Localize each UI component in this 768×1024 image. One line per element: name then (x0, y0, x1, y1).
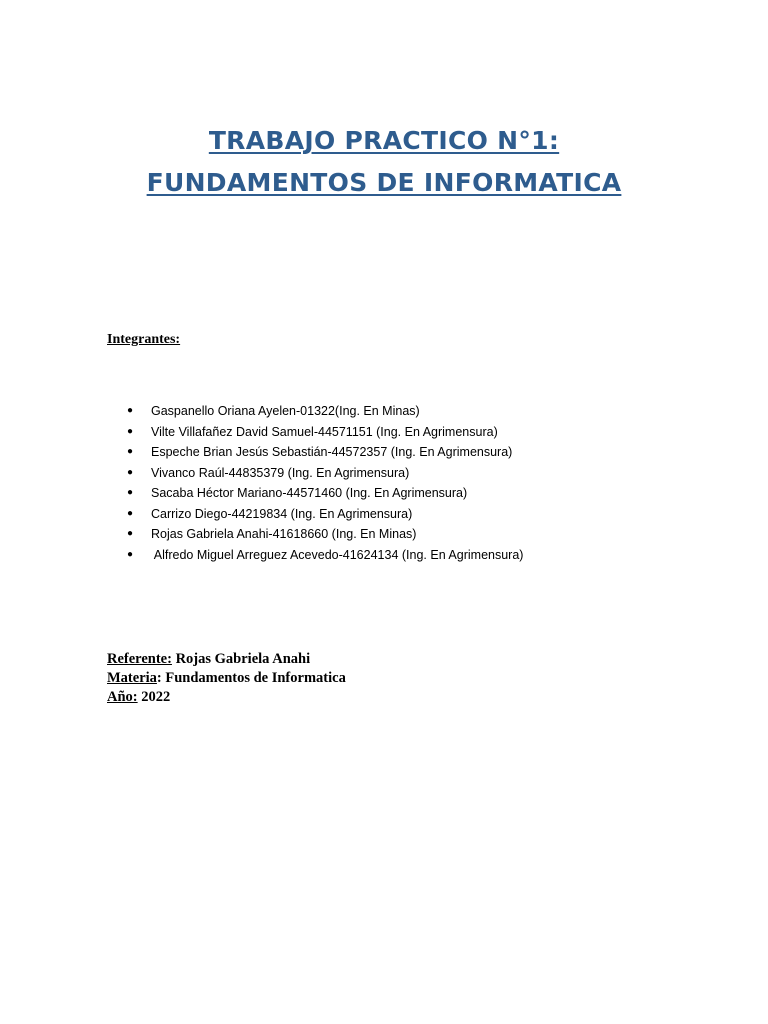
member-name: Sacaba Héctor Mariano-44571460 (Ing. En Agrimensura) (151, 486, 468, 500)
member-name: Vivanco Raúl-44835379 (Ing. En Agrimensura) (151, 465, 410, 480)
list-item (127, 442, 523, 463)
materia-label: Materia (107, 670, 157, 686)
integrantes-label: Integrantes: (107, 332, 181, 347)
bullet-icon: ● (127, 507, 134, 519)
bullet-icon: ● (127, 425, 134, 437)
anio-value: 2022 (137, 689, 171, 705)
members-list (127, 401, 523, 565)
member-name: Espeche Brian Jesús Sebastián-44572357 (Ing. En Agrimensura) (151, 445, 513, 459)
document-info (107, 650, 346, 707)
list-item (127, 504, 523, 525)
bullet-icon: ● (127, 405, 134, 416)
bullet-icon: ● (127, 446, 134, 457)
member-name: Rojas Gabriela Anahi-41618660 (Ing. En Minas) (151, 527, 417, 541)
list-item (127, 401, 523, 422)
member-name: Alfredo Miguel Arreguez Acevedo-41624134 (Ing. En Agrimensura) (151, 547, 524, 562)
list-item (127, 422, 523, 443)
bullet-icon: ● (127, 487, 134, 498)
list-item (127, 483, 523, 504)
anio-label: Año: (107, 689, 138, 705)
member-name: Vilte Villafañez David Samuel-44571151 (Ing. En Agrimensura) (151, 424, 498, 439)
list-item (127, 545, 523, 566)
document-title-line2: FUNDAMENTOS DE INFORMATICA (146, 168, 622, 197)
list-item (127, 463, 523, 484)
member-name: Carrizo Diego-44219834 (Ing. En Agrimensura) (151, 506, 413, 521)
referente-value: Rojas Gabriela Anahi (171, 651, 311, 667)
materia-value: : Fundamentos de Informatica (156, 670, 346, 686)
referente-label: Referente: (107, 651, 172, 667)
anio-line (107, 688, 346, 707)
referente-line (107, 650, 346, 669)
bullet-icon: ● (127, 528, 134, 539)
bullet-icon: ● (127, 466, 134, 478)
bullet-icon: ● (127, 548, 134, 560)
list-item (127, 524, 523, 545)
document-title-line1: TRABAJO PRACTICO N°1: (208, 126, 560, 155)
member-name: Gaspanello Oriana Ayelen-01322(Ing. En Minas) (151, 404, 420, 418)
materia-line (107, 669, 346, 688)
